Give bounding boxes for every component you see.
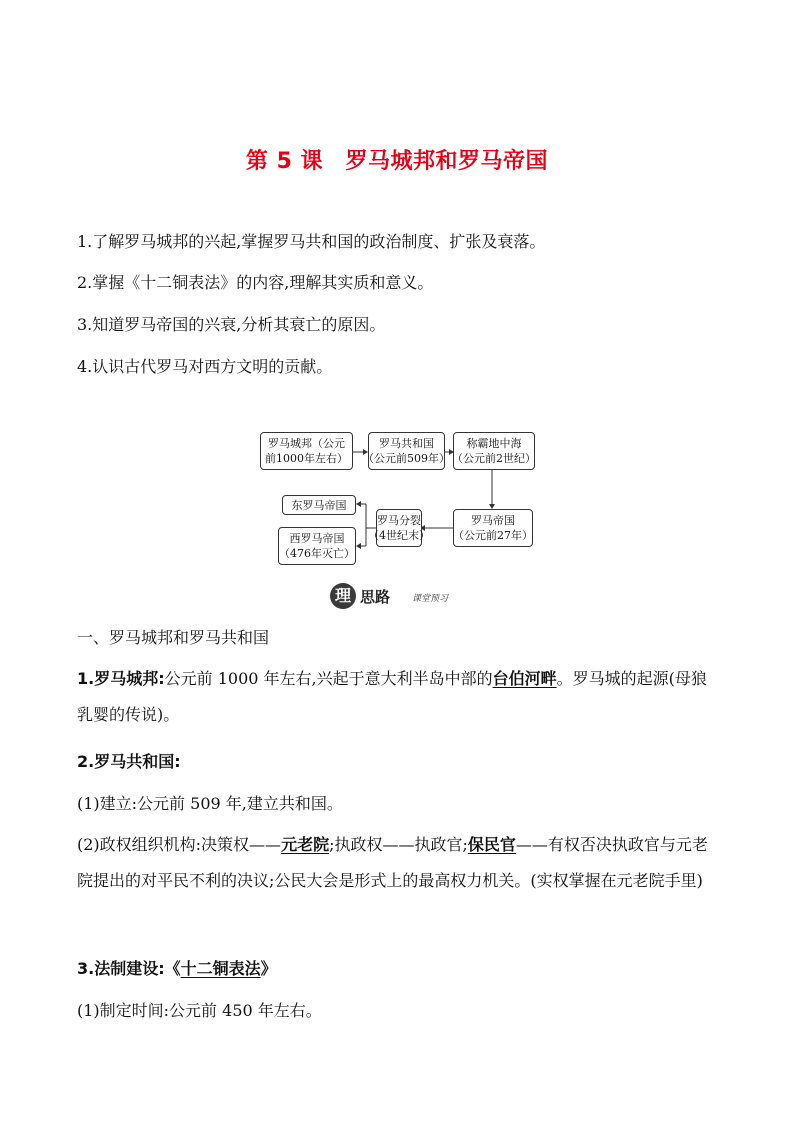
paragraph-republic-heading: 2.罗马共和国: <box>77 752 181 771</box>
paragraph-legal: 3.法制建设:《十二铜表法》 <box>77 959 277 978</box>
paragraph-time: (1)制定时间:公元前 450 年左右。 <box>77 1001 322 1020</box>
logo-subtitle: 课堂预习 <box>412 594 449 604</box>
box-mediterranean: 称霸地中海 （公元前2世纪） <box>453 432 535 470</box>
section-heading: 一、罗马城邦和罗马共和国 <box>77 628 270 647</box>
paragraph-government: (2)政权组织机构:决策权——元老院;执政权——执政官;保民官——有权否决执政官与元老院提出的对平民不利的决议;公民大会是形式上的最高权力机关。(实权掌握在元老院手里) <box>77 835 708 890</box>
goal-2: 2.掌握《十二铜表法》的内容,理解其实质和意义。 <box>77 273 434 292</box>
thinking-path-logo <box>330 583 470 609</box>
goal-1: 1.了解罗马城邦的兴起,掌握罗马共和国的政治制度、扩张及衰落。 <box>77 232 546 251</box>
logo-text: 思路 <box>360 588 391 606</box>
keyword-twelve-tables: 十二铜表法 <box>180 959 261 978</box>
thinking-diagram <box>250 420 550 570</box>
goal-4: 4.认识古代罗马对西方文明的贡献。 <box>77 357 333 376</box>
lesson-title: 第 5 课 罗马城邦和罗马帝国 <box>245 149 549 174</box>
box-republic: 罗马共和国 （公元前509年） <box>368 432 445 470</box>
box-city-state: 罗马城邦（公元 前1000年左右） <box>260 432 353 470</box>
paragraph-city-state: 1.罗马城邦:公元前 1000 年左右,兴起于意大利半岛中部的台伯河畔。罗马城的起源(母狼乳婴的传说)。 <box>77 669 707 724</box>
box-empire: 罗马帝国 （公元前27年） <box>453 509 533 547</box>
paragraph-establishment: (1)建立:公元前 509 年,建立共和国。 <box>77 794 343 813</box>
keyword-senate: 元老院 <box>281 835 330 854</box>
box-east-empire: 东罗马帝国 <box>282 495 356 515</box>
logo-badge: 理 <box>330 583 356 609</box>
keyword-tiber: 台伯河畔 <box>492 669 557 688</box>
box-west-empire: 西罗马帝国 （476年灭亡） <box>278 527 356 565</box>
keyword-tribune: 保民官 <box>467 835 516 854</box>
goal-3: 3.知道罗马帝国的兴衰,分析其衰亡的原因。 <box>77 315 386 334</box>
box-split: 罗马分裂 （4世纪末） <box>376 509 422 547</box>
